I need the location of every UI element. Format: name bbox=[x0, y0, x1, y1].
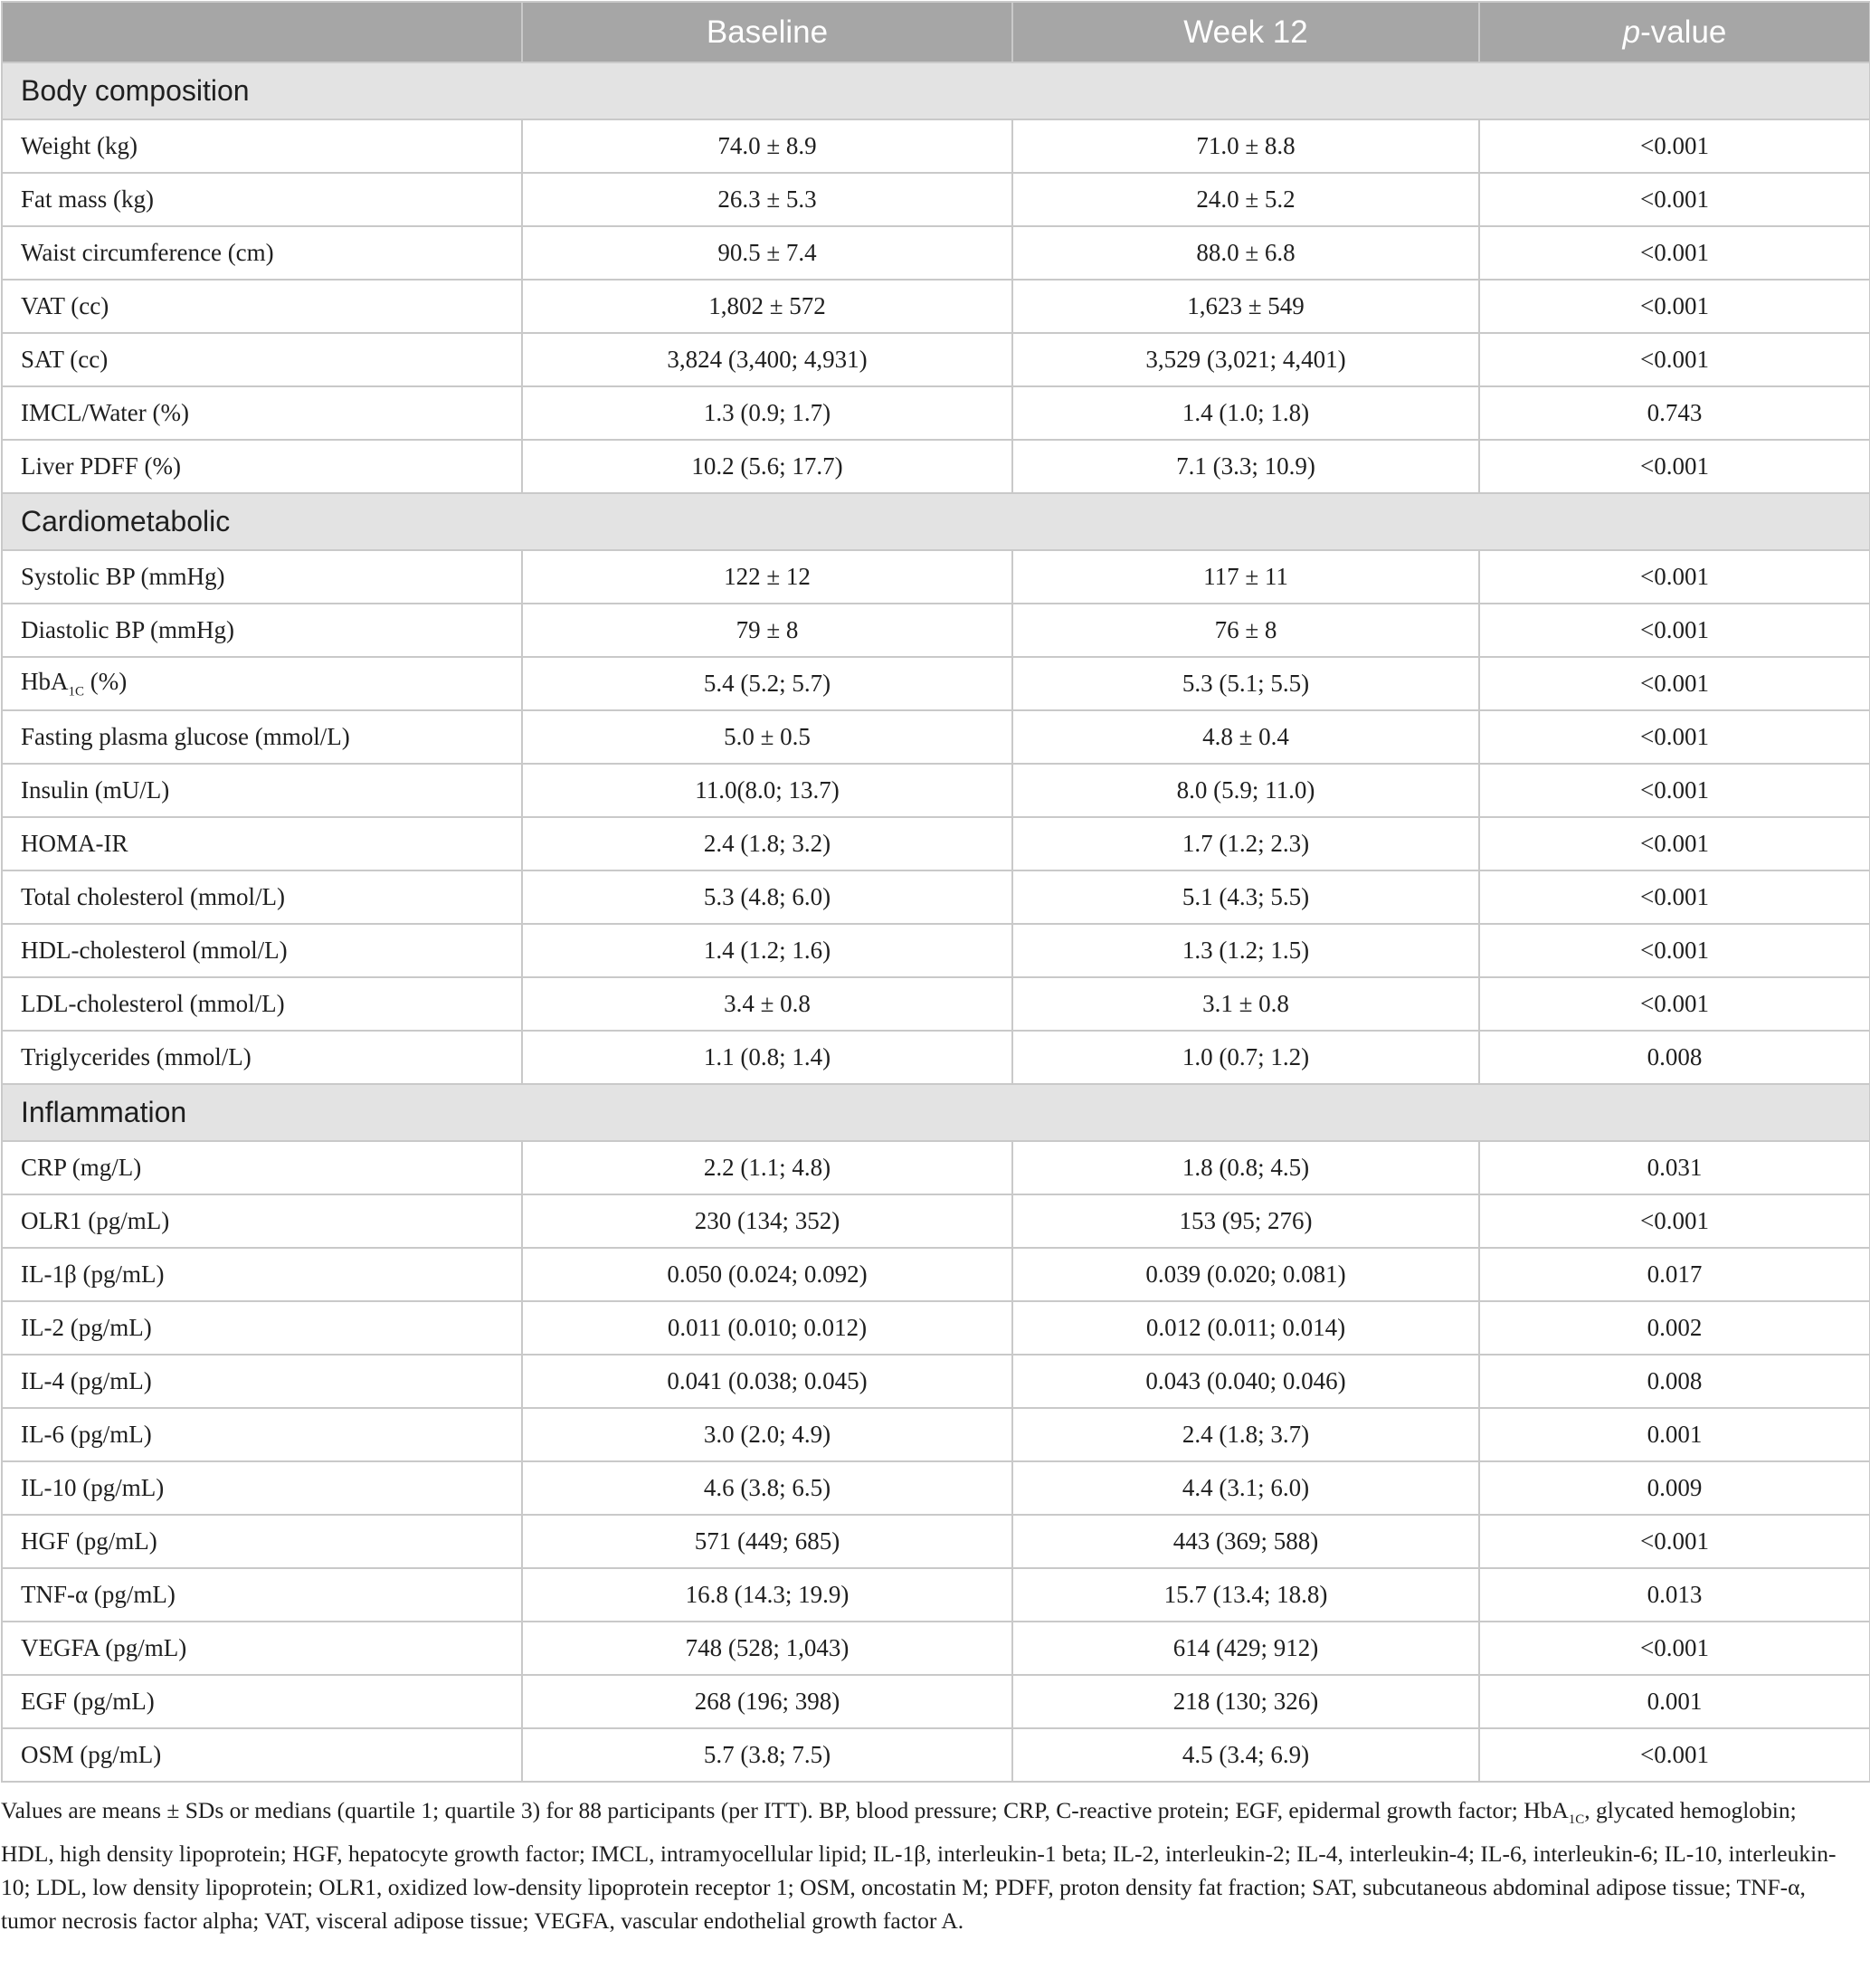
row-label-text: Fasting plasma glucose (mmol/L) bbox=[21, 723, 350, 750]
header-baseline: Baseline bbox=[522, 2, 1012, 62]
pvalue-cell: <0.001 bbox=[1479, 550, 1870, 604]
pvalue-cell: <0.001 bbox=[1479, 280, 1870, 333]
row-label-text: HGF (pg/mL) bbox=[21, 1527, 157, 1555]
baseline-cell: 5.0 ± 0.5 bbox=[522, 710, 1012, 764]
row-label-text: IL-1β (pg/mL) bbox=[21, 1260, 165, 1288]
row-label bbox=[2, 710, 522, 764]
section-header-row bbox=[2, 1084, 1870, 1141]
table-row bbox=[2, 977, 1870, 1031]
table-row bbox=[2, 1568, 1870, 1622]
pvalue-cell: 0.002 bbox=[1479, 1301, 1870, 1355]
header-pvalue-rest: -value bbox=[1640, 14, 1727, 50]
week12-cell: 1.8 (0.8; 4.5) bbox=[1012, 1141, 1479, 1194]
table-body bbox=[2, 62, 1870, 1782]
row-label-text: IMCL/Water (%) bbox=[21, 399, 190, 426]
week12-cell: 3,529 (3,021; 4,401) bbox=[1012, 333, 1479, 386]
baseline-cell: 90.5 ± 7.4 bbox=[522, 226, 1012, 280]
baseline-cell: 2.4 (1.8; 3.2) bbox=[522, 817, 1012, 870]
row-label bbox=[2, 550, 522, 604]
pvalue-cell: 0.013 bbox=[1479, 1568, 1870, 1622]
header-week12: Week 12 bbox=[1012, 2, 1479, 62]
week12-cell: 76 ± 8 bbox=[1012, 604, 1479, 657]
row-label-text: HOMA-IR bbox=[21, 830, 128, 857]
week12-cell: 88.0 ± 6.8 bbox=[1012, 226, 1479, 280]
table-row bbox=[2, 440, 1870, 493]
week12-cell: 117 ± 11 bbox=[1012, 550, 1479, 604]
week12-cell: 218 (130; 326) bbox=[1012, 1675, 1479, 1728]
table-row bbox=[2, 119, 1870, 173]
section-title: Inflammation bbox=[2, 1084, 1870, 1141]
row-label bbox=[2, 924, 522, 977]
row-label bbox=[2, 1622, 522, 1675]
pvalue-cell: 0.008 bbox=[1479, 1031, 1870, 1084]
week12-cell: 1.4 (1.0; 1.8) bbox=[1012, 386, 1479, 440]
row-label bbox=[2, 1248, 522, 1301]
week12-cell: 7.1 (3.3; 10.9) bbox=[1012, 440, 1479, 493]
week12-cell: 5.1 (4.3; 5.5) bbox=[1012, 870, 1479, 924]
baseline-cell: 0.011 (0.010; 0.012) bbox=[522, 1301, 1012, 1355]
footnote-text-before: Values are means ± SDs or medians (quartile 1; quartile 3) for 88 participants (per ITT). BP, blood pressure; CRP, C-reactive protein; EGF, epidermal growth factor; HbA bbox=[1, 1797, 1569, 1823]
row-label bbox=[2, 1408, 522, 1461]
baseline-cell: 230 (134; 352) bbox=[522, 1194, 1012, 1248]
pvalue-cell: <0.001 bbox=[1479, 173, 1870, 226]
row-label bbox=[2, 440, 522, 493]
pvalue-cell: <0.001 bbox=[1479, 119, 1870, 173]
row-label-text: Total cholesterol (mmol/L) bbox=[21, 883, 286, 910]
header-pvalue bbox=[1479, 2, 1870, 62]
row-label-text: Fat mass (kg) bbox=[21, 185, 154, 213]
baseline-cell: 5.3 (4.8; 6.0) bbox=[522, 870, 1012, 924]
baseline-cell: 2.2 (1.1; 4.8) bbox=[522, 1141, 1012, 1194]
row-label-text: IL-6 (pg/mL) bbox=[21, 1421, 152, 1448]
pvalue-cell: <0.001 bbox=[1479, 440, 1870, 493]
row-label-text: LDL-cholesterol (mmol/L) bbox=[21, 990, 285, 1017]
pvalue-cell: <0.001 bbox=[1479, 924, 1870, 977]
table-row bbox=[2, 1194, 1870, 1248]
row-label bbox=[2, 764, 522, 817]
table-row bbox=[2, 1515, 1870, 1568]
week12-cell: 8.0 (5.9; 11.0) bbox=[1012, 764, 1479, 817]
week12-cell: 0.039 (0.020; 0.081) bbox=[1012, 1248, 1479, 1301]
row-label bbox=[2, 1194, 522, 1248]
week12-cell: 15.7 (13.4; 18.8) bbox=[1012, 1568, 1479, 1622]
table-row bbox=[2, 550, 1870, 604]
baseline-cell: 748 (528; 1,043) bbox=[522, 1622, 1012, 1675]
week12-cell: 1.7 (1.2; 2.3) bbox=[1012, 817, 1479, 870]
row-label bbox=[2, 817, 522, 870]
pvalue-cell: <0.001 bbox=[1479, 1622, 1870, 1675]
table-row bbox=[2, 280, 1870, 333]
row-label bbox=[2, 119, 522, 173]
row-label-text: TNF-α (pg/mL) bbox=[21, 1581, 176, 1608]
row-label-subscript: 1C bbox=[68, 684, 85, 699]
row-label bbox=[2, 386, 522, 440]
table-row bbox=[2, 870, 1870, 924]
row-label bbox=[2, 173, 522, 226]
pvalue-cell: <0.001 bbox=[1479, 870, 1870, 924]
row-label bbox=[2, 1675, 522, 1728]
baseline-cell: 79 ± 8 bbox=[522, 604, 1012, 657]
pvalue-cell: 0.008 bbox=[1479, 1355, 1870, 1408]
row-label-text: Weight (kg) bbox=[21, 132, 138, 159]
baseline-cell: 74.0 ± 8.9 bbox=[522, 119, 1012, 173]
row-label bbox=[2, 870, 522, 924]
row-label bbox=[2, 280, 522, 333]
week12-cell: 4.4 (3.1; 6.0) bbox=[1012, 1461, 1479, 1515]
week12-cell: 4.5 (3.4; 6.9) bbox=[1012, 1728, 1479, 1782]
row-label-text: Triglycerides (mmol/L) bbox=[21, 1043, 252, 1070]
week12-cell: 1.0 (0.7; 1.2) bbox=[1012, 1031, 1479, 1084]
baseline-cell: 571 (449; 685) bbox=[522, 1515, 1012, 1568]
table-row bbox=[2, 1675, 1870, 1728]
table-row bbox=[2, 333, 1870, 386]
table-row bbox=[2, 1141, 1870, 1194]
pvalue-cell: 0.017 bbox=[1479, 1248, 1870, 1301]
week12-cell: 2.4 (1.8; 3.7) bbox=[1012, 1408, 1479, 1461]
baseline-cell: 26.3 ± 5.3 bbox=[522, 173, 1012, 226]
row-label-suffix: (%) bbox=[84, 667, 128, 695]
baseline-cell: 3.0 (2.0; 4.9) bbox=[522, 1408, 1012, 1461]
baseline-cell: 3.4 ± 0.8 bbox=[522, 977, 1012, 1031]
row-label-text: SAT (cc) bbox=[21, 346, 109, 373]
baseline-cell: 5.4 (5.2; 5.7) bbox=[522, 657, 1012, 710]
row-label-text: HDL-cholesterol (mmol/L) bbox=[21, 937, 288, 964]
row-label-text: Insulin (mU/L) bbox=[21, 776, 170, 804]
row-label-text: IL-4 (pg/mL) bbox=[21, 1367, 152, 1394]
row-label-text: IL-2 (pg/mL) bbox=[21, 1314, 152, 1341]
table-row bbox=[2, 1622, 1870, 1675]
baseline-cell: 3,824 (3,400; 4,931) bbox=[522, 333, 1012, 386]
row-label-text: HbA bbox=[21, 667, 69, 695]
footnote-subscript: 1C bbox=[1568, 1812, 1585, 1828]
pvalue-cell: <0.001 bbox=[1479, 657, 1870, 710]
table-row bbox=[2, 817, 1870, 870]
pvalue-cell: 0.031 bbox=[1479, 1141, 1870, 1194]
baseline-cell: 5.7 (3.8; 7.5) bbox=[522, 1728, 1012, 1782]
table-row bbox=[2, 1355, 1870, 1408]
row-label-text: Liver PDFF (%) bbox=[21, 452, 181, 480]
row-label bbox=[2, 977, 522, 1031]
baseline-cell: 1.3 (0.9; 1.7) bbox=[522, 386, 1012, 440]
week12-cell: 0.012 (0.011; 0.014) bbox=[1012, 1301, 1479, 1355]
baseline-cell: 11.0(8.0; 13.7) bbox=[522, 764, 1012, 817]
table-row bbox=[2, 1728, 1870, 1782]
pvalue-cell: <0.001 bbox=[1479, 710, 1870, 764]
row-label-text: OLR1 (pg/mL) bbox=[21, 1207, 170, 1234]
row-label-text: OSM (pg/mL) bbox=[21, 1741, 162, 1768]
table-row bbox=[2, 386, 1870, 440]
pvalue-cell: <0.001 bbox=[1479, 1728, 1870, 1782]
row-label bbox=[2, 226, 522, 280]
pvalue-cell: <0.001 bbox=[1479, 1194, 1870, 1248]
results-table bbox=[1, 1, 1870, 1783]
table-row bbox=[2, 173, 1870, 226]
table-row bbox=[2, 657, 1870, 710]
footnote-text-after: , glycated hemoglobin; HDL, high density lipoprotein; HGF, hepatocyte growth factor; IMCL, intramyocellular lipid; IL-1β, interleukin-1 beta; IL-2, interleukin-2; IL-4, interleukin-4; IL-6, interleukin-6; IL-10, interleukin-10; LDL, low density lipoprotein; OLR1, oxidized low-density lipoprotein receptor 1; OSM, oncostatin M; PDFF, proton density fat fraction; SAT, subcutaneous abdominal adipose tissue; TNF-α, tumor necrosis factor alpha; VAT, visceral adipose tissue; VEGFA, vascular endothelial growth factor A. bbox=[1, 1797, 1837, 1935]
baseline-cell: 1.4 (1.2; 1.6) bbox=[522, 924, 1012, 977]
row-label bbox=[2, 1515, 522, 1568]
row-label-text: Systolic BP (mmHg) bbox=[21, 563, 225, 590]
pvalue-cell: <0.001 bbox=[1479, 604, 1870, 657]
baseline-cell: 122 ± 12 bbox=[522, 550, 1012, 604]
baseline-cell: 10.2 (5.6; 17.7) bbox=[522, 440, 1012, 493]
row-label-text: VAT (cc) bbox=[21, 292, 109, 319]
baseline-cell: 0.050 (0.024; 0.092) bbox=[522, 1248, 1012, 1301]
row-label bbox=[2, 1355, 522, 1408]
section-header-row bbox=[2, 493, 1870, 550]
table-row bbox=[2, 764, 1870, 817]
row-label-text: CRP (mg/L) bbox=[21, 1154, 142, 1181]
week12-cell: 1,623 ± 549 bbox=[1012, 280, 1479, 333]
row-label-text: VEGFA (pg/mL) bbox=[21, 1634, 187, 1661]
week12-cell: 614 (429; 912) bbox=[1012, 1622, 1479, 1675]
pvalue-cell: 0.743 bbox=[1479, 386, 1870, 440]
row-label-text: Diastolic BP (mmHg) bbox=[21, 616, 234, 643]
section-title: Cardiometabolic bbox=[2, 493, 1870, 550]
row-label bbox=[2, 604, 522, 657]
baseline-cell: 1,802 ± 572 bbox=[522, 280, 1012, 333]
section-title: Body composition bbox=[2, 62, 1870, 119]
baseline-cell: 4.6 (3.8; 6.5) bbox=[522, 1461, 1012, 1515]
table-footnote bbox=[1, 1793, 1837, 1937]
week12-cell: 153 (95; 276) bbox=[1012, 1194, 1479, 1248]
pvalue-cell: <0.001 bbox=[1479, 977, 1870, 1031]
table-row bbox=[2, 604, 1870, 657]
week12-cell: 1.3 (1.2; 1.5) bbox=[1012, 924, 1479, 977]
row-label bbox=[2, 1568, 522, 1622]
row-label bbox=[2, 1301, 522, 1355]
row-label bbox=[2, 1031, 522, 1084]
row-label-text: EGF (pg/mL) bbox=[21, 1688, 155, 1715]
header-empty bbox=[2, 2, 522, 62]
pvalue-cell: <0.001 bbox=[1479, 1515, 1870, 1568]
week12-cell: 0.043 (0.040; 0.046) bbox=[1012, 1355, 1479, 1408]
table-row bbox=[2, 1248, 1870, 1301]
week12-cell: 71.0 ± 8.8 bbox=[1012, 119, 1479, 173]
pvalue-cell: 0.001 bbox=[1479, 1408, 1870, 1461]
row-label-text: Waist circumference (cm) bbox=[21, 239, 274, 266]
week12-cell: 443 (369; 588) bbox=[1012, 1515, 1479, 1568]
pvalue-cell: <0.001 bbox=[1479, 333, 1870, 386]
row-label-text: IL-10 (pg/mL) bbox=[21, 1474, 165, 1501]
row-label bbox=[2, 1141, 522, 1194]
baseline-cell: 268 (196; 398) bbox=[522, 1675, 1012, 1728]
section-header-row bbox=[2, 62, 1870, 119]
table-row bbox=[2, 226, 1870, 280]
week12-cell: 24.0 ± 5.2 bbox=[1012, 173, 1479, 226]
row-label bbox=[2, 1728, 522, 1782]
pvalue-cell: 0.009 bbox=[1479, 1461, 1870, 1515]
week12-cell: 4.8 ± 0.4 bbox=[1012, 710, 1479, 764]
week12-cell: 3.1 ± 0.8 bbox=[1012, 977, 1479, 1031]
table-row bbox=[2, 1461, 1870, 1515]
table-row bbox=[2, 1031, 1870, 1084]
row-label bbox=[2, 1461, 522, 1515]
row-label bbox=[2, 333, 522, 386]
baseline-cell: 1.1 (0.8; 1.4) bbox=[522, 1031, 1012, 1084]
header-row bbox=[2, 2, 1870, 62]
header-pvalue-italic: p bbox=[1622, 14, 1641, 50]
table-row bbox=[2, 1408, 1870, 1461]
pvalue-cell: <0.001 bbox=[1479, 226, 1870, 280]
pvalue-cell: <0.001 bbox=[1479, 764, 1870, 817]
row-label bbox=[2, 657, 522, 710]
baseline-cell: 16.8 (14.3; 19.9) bbox=[522, 1568, 1012, 1622]
table-row bbox=[2, 710, 1870, 764]
pvalue-cell: <0.001 bbox=[1479, 817, 1870, 870]
baseline-cell: 0.041 (0.038; 0.045) bbox=[522, 1355, 1012, 1408]
pvalue-cell: 0.001 bbox=[1479, 1675, 1870, 1728]
week12-cell: 5.3 (5.1; 5.5) bbox=[1012, 657, 1479, 710]
table-row bbox=[2, 1301, 1870, 1355]
table-row bbox=[2, 924, 1870, 977]
